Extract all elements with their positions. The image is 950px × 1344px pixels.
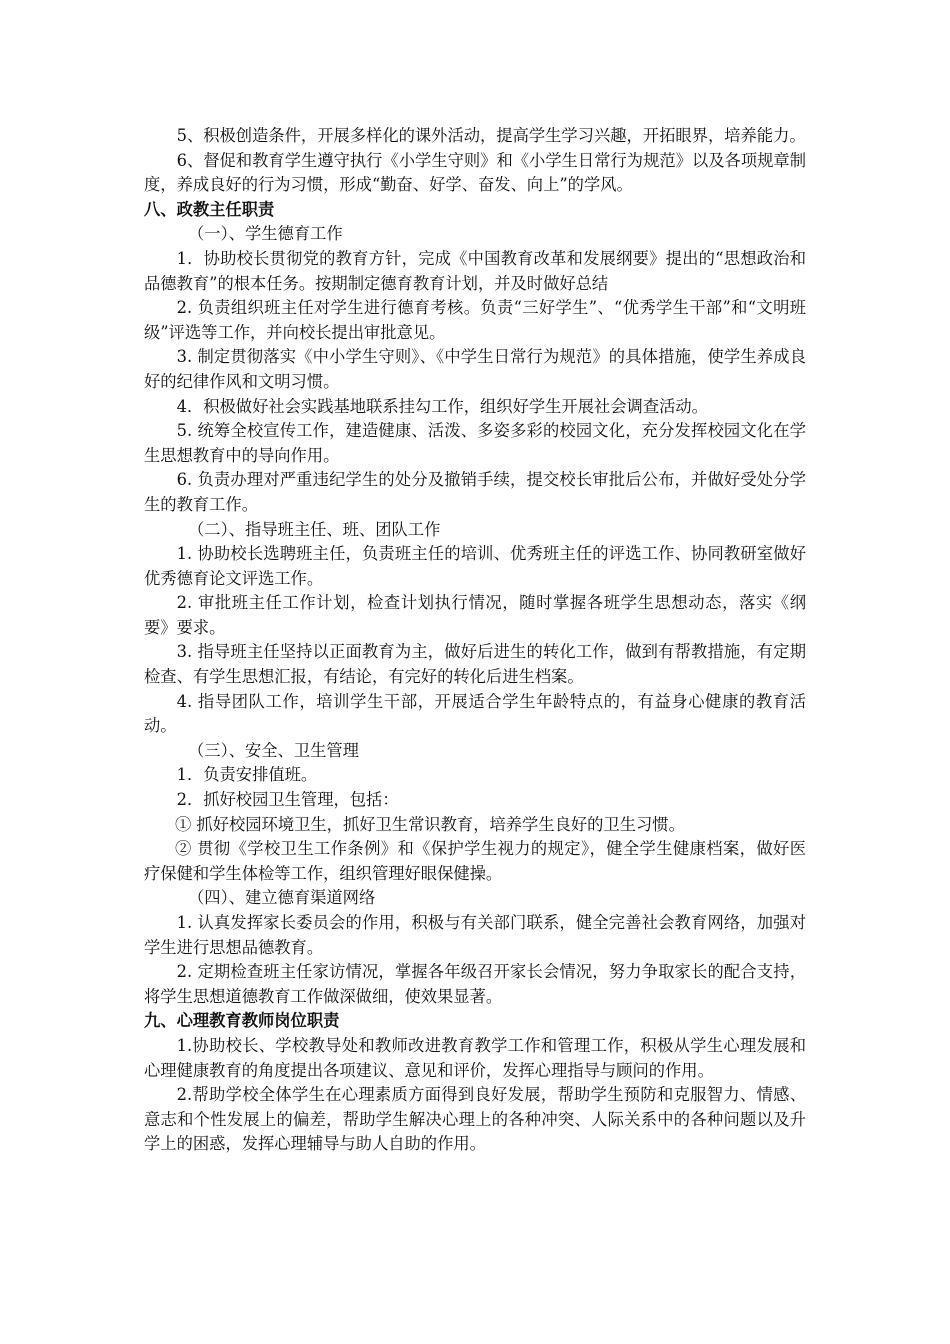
list-item: ② 贯彻《学校卫生工作条例》和《保护学生视力的规定》，健全学生健康档案，做好医疗保健和学生体检等工作，组织管理好眼保健操。 <box>144 839 806 883</box>
subsection-heading: （四）、建立德育渠道网络 <box>188 888 376 908</box>
section-heading: 九、心理教育教师岗位职责 <box>144 1011 340 1031</box>
section-heading: 八、政教主任职责 <box>144 199 275 219</box>
paragraph: 4．积极做好社会实践基地联系挂勾工作，组织好学生开展社会调查活动。 <box>176 396 708 416</box>
paragraph: 6、督促和教育学生遵守执行《小学生守则》和《小学生日常行为规范》以及各项规章制度，养成良好的行为习惯，形成“勤奋、好学、奋发、向上”的学风。 <box>144 150 806 195</box>
paragraph: 2.帮助学校全体学生在心理素质方面得到良好发展，帮助学生预防和克服智力、情感、意志和个性发展上的偏差，帮助学生解决心理上的各种冲突、人际关系中的各种问题以及升学上的困惑，发挥心理辅导与助人自助的作用。 <box>144 1085 806 1154</box>
paragraph: 5、积极创造条件，开展多样化的课外活动，提高学生学习兴趣，开拓眼界，培养能力。 <box>176 126 806 145</box>
paragraph: 1．负责安排值班。 <box>176 765 318 785</box>
paragraph: 6. 负责办理对严重违纪学生的处分及撤销手续，提交校长审批后公布，并做好受处分学生的教育工作。 <box>144 470 806 514</box>
paragraph: 5. 统筹全校宣传工作，建造健康、活泼、多姿多彩的校园文化，充分发挥校园文化在学生思想教育中的导向作用。 <box>144 421 806 465</box>
paragraph: 4. 指导团队工作，培训学生干部，开展适合学生年龄特点的，有益身心健康的教育活动。 <box>144 691 806 736</box>
paragraph: 1．协助校长贯彻党的教育方针，完成《中国教育改革和发展纲要》提出的“思想政治和品德教育”的根本任务。按期制定德育教育计划，并及时做好总结 <box>144 248 806 293</box>
paragraph: 2. 负责组织班主任对学生进行德育考核。负责“三好学生”、“优秀学生干部”和“文明班级”评选等工作，并向校长提出审批意见。 <box>144 298 806 342</box>
subsection-heading: （一）、学生德育工作 <box>188 224 343 244</box>
paragraph: 2．抓好校园卫生管理，包括： <box>176 790 399 810</box>
paragraph: 3. 指导班主任坚持以正面教育为主，做好后进生的转化工作，做到有帮教措施，有定期检查、有学生思想汇报，有结论，有完好的转化后进生档案。 <box>144 642 806 687</box>
paragraph: 3. 制定贯彻落实《中小学生守则》、《中学生日常行为规范》的具体措施，使学生养成良好的纪律作风和文明习惯。 <box>144 347 806 391</box>
paragraph: 2. 定期检查班主任家访情况，掌握各年级召开家长会情况，努力争取家长的配合支持，将学生思想道德教育工作做深做细，使效果显著。 <box>144 962 806 1006</box>
paragraph: 2. 审批班主任工作计划，检查计划执行情况，随时掌握各班学生思想动态，落实《纲要》要求。 <box>144 593 806 637</box>
paragraph: 1.协助校长、学校教导处和教师改进教育教学工作和管理工作，积极从学生心理发展和心理健康教育的角度提出各项建议、意见和评价，发挥心理指导与顾问的作用。 <box>144 1035 806 1080</box>
paragraph: 1. 认真发挥家长委员会的作用，积极与有关部门联系，健全完善社会教育网络，加强对学生进行思想品德教育。 <box>144 913 806 957</box>
paragraph: 1. 协助校长选聘班主任，负责班主任的培训、优秀班主任的评选工作、协同教研室做好优秀德育论文评选工作。 <box>144 544 806 588</box>
document-body <box>144 124 806 1157</box>
subsection-heading: （二）、指导班主任、班、团队工作 <box>188 519 441 539</box>
subsection-heading: （三）、安全、卫生管理 <box>188 740 359 760</box>
list-item: ① 抓好校园环境卫生，抓好卫生常识教育，培养学生良好的卫生习惯。 <box>174 814 685 834</box>
